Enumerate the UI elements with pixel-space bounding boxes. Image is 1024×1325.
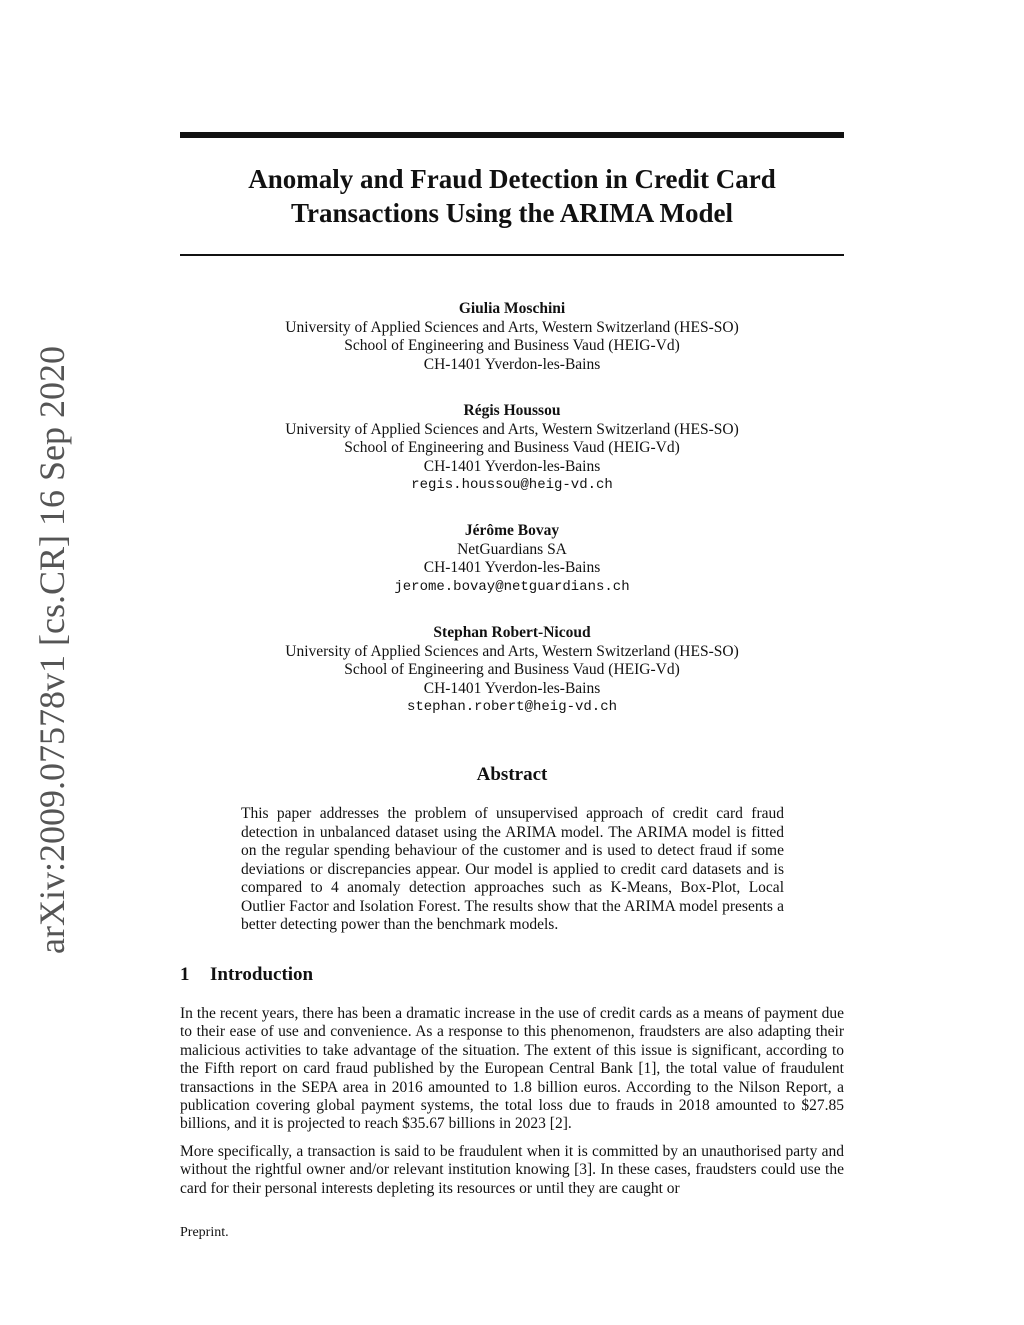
- title-line-2: Transactions Using the ARIMA Model: [290, 198, 734, 228]
- intro-paragraph-1: In the recent years, there has been a dramatic increase in the use of credit cards as a means of payment due to their ease of use and convenience. As a response to this phenomenon, fraudsters are also adapting their malicious activities to take advantage of the situation. The extent of this issue is significant, according to the Fifth report on card fraud published by the European Central Bank [1], the total value of fraudulent transactions in the SEPA area in 2016 amounted to 1.8 billion euros. According to the Nilson Report, a publication covering global payment systems, the total loss due to frauds in 2018 amounted to $27.85 billions, and it is projected to reach $35.67 billions in 2023 [2].: [180, 1005, 844, 1133]
- section-heading: [180, 964, 313, 986]
- author-affiliation: NetGuardians SA: [457, 540, 567, 558]
- author-affiliation: University of Applied Sciences and Arts, Western Switzerland (HES-SO): [285, 420, 739, 438]
- author-name: Giulia Moschini: [458, 300, 566, 317]
- author-affiliation: CH-1401 Yverdon-les-Bains: [423, 559, 601, 577]
- author-affiliation: CH-1401 Yverdon-les-Bains: [423, 457, 601, 475]
- author-affiliation: CH-1401 Yverdon-les-Bains: [423, 679, 601, 697]
- section-title: Introduction: [210, 964, 314, 985]
- intro-paragraph-2: More specifically, a transaction is said to be fraudulent when it is committed by an unauthorised party and without the rightful owner and/or relevant institution knowing [3]. In these cases, fraudsters could use the card for their personal interests depleting its resources or until they are caught or: [180, 1143, 844, 1197]
- author-block-4: [180, 624, 844, 717]
- title-rule-top: [180, 132, 844, 138]
- author-email[interactable]: jerome.bovay@netguardians.ch: [394, 578, 630, 595]
- author-affiliation: University of Applied Sciences and Arts, Western Switzerland (HES-SO): [285, 318, 739, 336]
- author-affiliation: CH-1401 Yverdon-les-Bains: [423, 355, 601, 373]
- author-name: Jérôme Bovay: [464, 522, 560, 539]
- author-email[interactable]: stephan.robert@heig-vd.ch: [406, 699, 618, 716]
- footer-note: Preprint.: [180, 1225, 229, 1240]
- arxiv-identifier: arXiv:2009.07578v1 [cs.CR] 16 Sep 2020: [32, 346, 72, 954]
- author-email[interactable]: regis.houssou@heig-vd.ch: [411, 477, 613, 494]
- paper-title: [180, 162, 844, 230]
- author-affiliation: School of Engineering and Business Vaud (HEIG-Vd): [344, 337, 680, 355]
- abstract-heading: Abstract: [476, 764, 548, 785]
- author-block-2: [180, 402, 844, 495]
- author-affiliation: School of Engineering and Business Vaud (HEIG-Vd): [344, 661, 680, 679]
- section-number: 1: [180, 964, 190, 985]
- author-block-3: [180, 522, 844, 596]
- author-block-1: [180, 300, 844, 374]
- author-affiliation: School of Engineering and Business Vaud (HEIG-Vd): [344, 439, 680, 457]
- title-line-1: Anomaly and Fraud Detection in Credit Card: [248, 164, 776, 194]
- title-rule-bottom: [180, 254, 844, 256]
- author-name: Stephan Robert-Nicoud: [433, 624, 591, 641]
- abstract-text: This paper addresses the problem of unsupervised approach of credit card fraud detection in unbalanced dataset using the ARIMA model. The ARIMA model is fitted on the regular spending behaviour of the customer and is used to detect fraud if some deviations or discrepancies appear. Our model is applied to credit card datasets and is compared to 4 anomaly detection approaches such as K-Means, Box-Plot, Local Outlier Factor and Isolation Forest. The results show that the ARIMA model presents a better detecting power than the benchmark models.: [241, 805, 784, 933]
- author-name: Régis Houssou: [463, 402, 561, 419]
- author-affiliation: University of Applied Sciences and Arts, Western Switzerland (HES-SO): [285, 642, 739, 660]
